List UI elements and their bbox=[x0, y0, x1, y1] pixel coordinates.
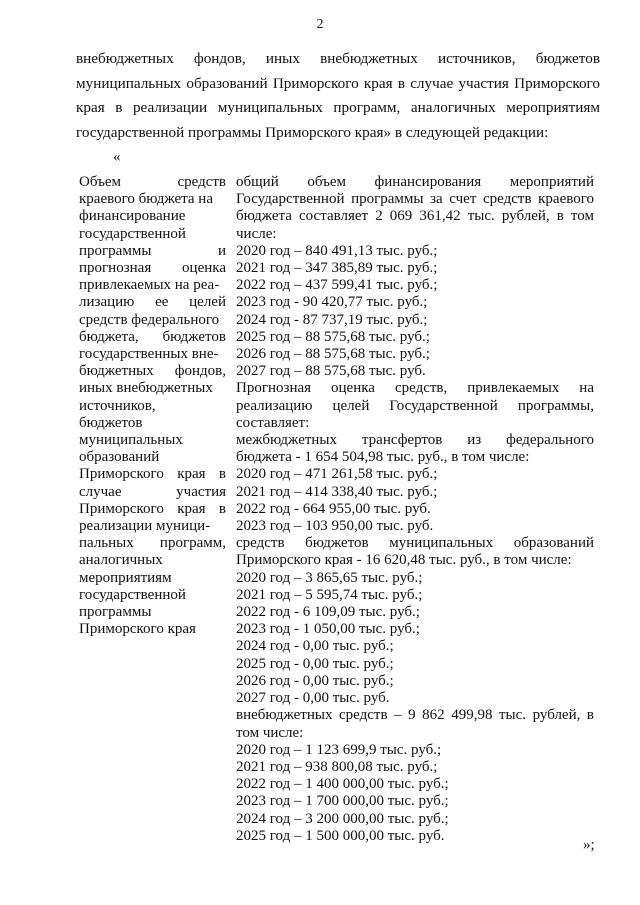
value-line: 2022 год – 437 599,41 тыс. руб.; bbox=[236, 277, 438, 294]
label-line: государственной bbox=[79, 225, 186, 242]
value-line: 2021 год – 938 800,08 тыс. руб.; bbox=[236, 758, 438, 775]
value-line: Приморского края - 16 620,48 тыс. руб., в том числе: bbox=[236, 552, 572, 569]
value-line: реализацию целей Государственной программы, bbox=[236, 397, 594, 414]
value-line: межбюджетных трансфертов из федерального bbox=[236, 432, 594, 449]
label-line: реализации муници- bbox=[79, 518, 211, 535]
label-line: бюджета, бюджетов bbox=[79, 328, 226, 345]
closing-quote-mark: »; bbox=[583, 837, 595, 853]
label-line: средств федерального bbox=[79, 311, 220, 328]
label-line: пальных программ, bbox=[79, 535, 226, 552]
label-line: Объем средств bbox=[79, 174, 226, 190]
intro-paragraph bbox=[76, 47, 600, 145]
label-line: Приморского края bbox=[79, 621, 196, 638]
value-line: 2023 год - 1 050,00 тыс. руб.; bbox=[236, 621, 420, 638]
value-line: 2027 год – 88 575,68 тыс. руб. bbox=[236, 363, 426, 380]
value-line: 2024 год – 3 200 000,00 тыс. руб.; bbox=[236, 810, 449, 827]
label-line: случае участия bbox=[79, 483, 226, 500]
value-line: том числе: bbox=[236, 724, 304, 741]
value-line: 2024 год - 0,00 тыс. руб.; bbox=[236, 638, 394, 655]
value-line: числе: bbox=[236, 225, 277, 242]
value-line: 2023 год – 1 700 000,00 тыс. руб.; bbox=[236, 793, 449, 810]
value-line: общий объем финансирования мероприятий bbox=[236, 174, 594, 190]
label-line: аналогичных bbox=[79, 552, 163, 569]
value-line: составляет: bbox=[236, 414, 310, 431]
value-line: 2026 год - 0,00 тыс. руб.; bbox=[236, 672, 394, 689]
value-line: 2023 год - 90 420,77 тыс. руб.; bbox=[236, 294, 428, 311]
value-line: 2020 год – 3 865,65 тыс. руб.; bbox=[236, 569, 423, 586]
value-line: 2024 год - 87 737,19 тыс. руб.; bbox=[236, 311, 428, 328]
label-line: муниципальных bbox=[79, 432, 183, 449]
value-line: 2020 год – 471 261,58 тыс. руб.; bbox=[236, 466, 438, 483]
label-line: Приморского края в bbox=[79, 466, 226, 483]
label-line: лизацию ее целей bbox=[79, 294, 226, 311]
label-line: программы bbox=[79, 604, 152, 621]
value-line: средств бюджетов муниципальных образований bbox=[236, 535, 594, 552]
label-line: привлекаемых на реа- bbox=[79, 277, 220, 294]
label-line: государственной bbox=[79, 586, 186, 603]
value-line: 2025 год – 1 500 000,00 тыс. руб. bbox=[236, 827, 445, 844]
label-line: иных внебюджетных bbox=[79, 380, 213, 397]
value-line: 2027 год - 0,00 тыс. руб. bbox=[236, 690, 390, 707]
label-line: краевого бюджета на bbox=[79, 191, 213, 208]
opening-quote-mark: « bbox=[113, 149, 121, 165]
label-line: прогнозная оценка bbox=[79, 260, 226, 277]
intro-line: края в реализации муниципальных программ, аналогичных мероприятиям bbox=[76, 99, 600, 117]
passport-field-value bbox=[236, 174, 594, 845]
label-line: программы и bbox=[79, 242, 226, 259]
value-line: 2022 год - 664 955,00 тыс. руб. bbox=[236, 500, 431, 517]
label-line: государственных вне- bbox=[79, 346, 219, 363]
value-line: внебюджетных средств – 9 862 499,98 тыс. рублей, в bbox=[236, 707, 594, 724]
intro-line: муниципальных образований Приморского края в случае участия Приморского bbox=[76, 74, 600, 92]
value-line: 2020 год – 840 491,13 тыс. руб.; bbox=[236, 242, 438, 259]
value-line: бюджета - 1 654 504,98 тыс. руб., в том числе: bbox=[236, 449, 530, 466]
value-line: 2025 год – 88 575,68 тыс. руб.; bbox=[236, 328, 430, 345]
page-number: 2 bbox=[316, 17, 324, 32]
label-line: Приморского края в bbox=[79, 500, 226, 517]
passport-field-label bbox=[79, 174, 226, 638]
value-line: 2021 год – 414 338,40 тыс. руб.; bbox=[236, 483, 438, 500]
label-line: бюджетных фондов, bbox=[79, 363, 226, 380]
value-line: 2020 год – 1 123 699,9 тыс. руб.; bbox=[236, 741, 442, 758]
value-line: бюджета составляет 2 069 361,42 тыс. рублей, в том bbox=[236, 208, 594, 225]
value-line: 2021 год – 347 385,89 тыс. руб.; bbox=[236, 260, 438, 277]
intro-line: внебюджетных фондов, иных внебюджетных источников, бюджетов bbox=[76, 50, 600, 67]
value-line: 2023 год – 103 950,00 тыс. руб. bbox=[236, 518, 434, 535]
value-line: 2021 год – 5 595,74 тыс. руб.; bbox=[236, 586, 423, 603]
value-line: 2022 год - 6 109,09 тыс. руб.; bbox=[236, 604, 420, 621]
value-line: 2025 год - 0,00 тыс. руб.; bbox=[236, 655, 394, 672]
intro-line: государственной программы Приморского края» в следующей редакции: bbox=[76, 123, 549, 141]
value-line: 2026 год – 88 575,68 тыс. руб.; bbox=[236, 346, 430, 363]
value-line: 2022 год – 1 400 000,00 тыс. руб.; bbox=[236, 776, 449, 793]
value-line: Прогнозная оценка средств, привлекаемых на bbox=[236, 380, 594, 397]
label-line: финансирование bbox=[79, 208, 186, 225]
label-line: образований bbox=[79, 449, 160, 466]
label-line: бюджетов bbox=[79, 414, 143, 431]
value-line: Государственной программы за счет средств краевого bbox=[236, 191, 594, 208]
label-line: мероприятиям bbox=[79, 569, 172, 586]
label-line: источников, bbox=[79, 397, 156, 414]
